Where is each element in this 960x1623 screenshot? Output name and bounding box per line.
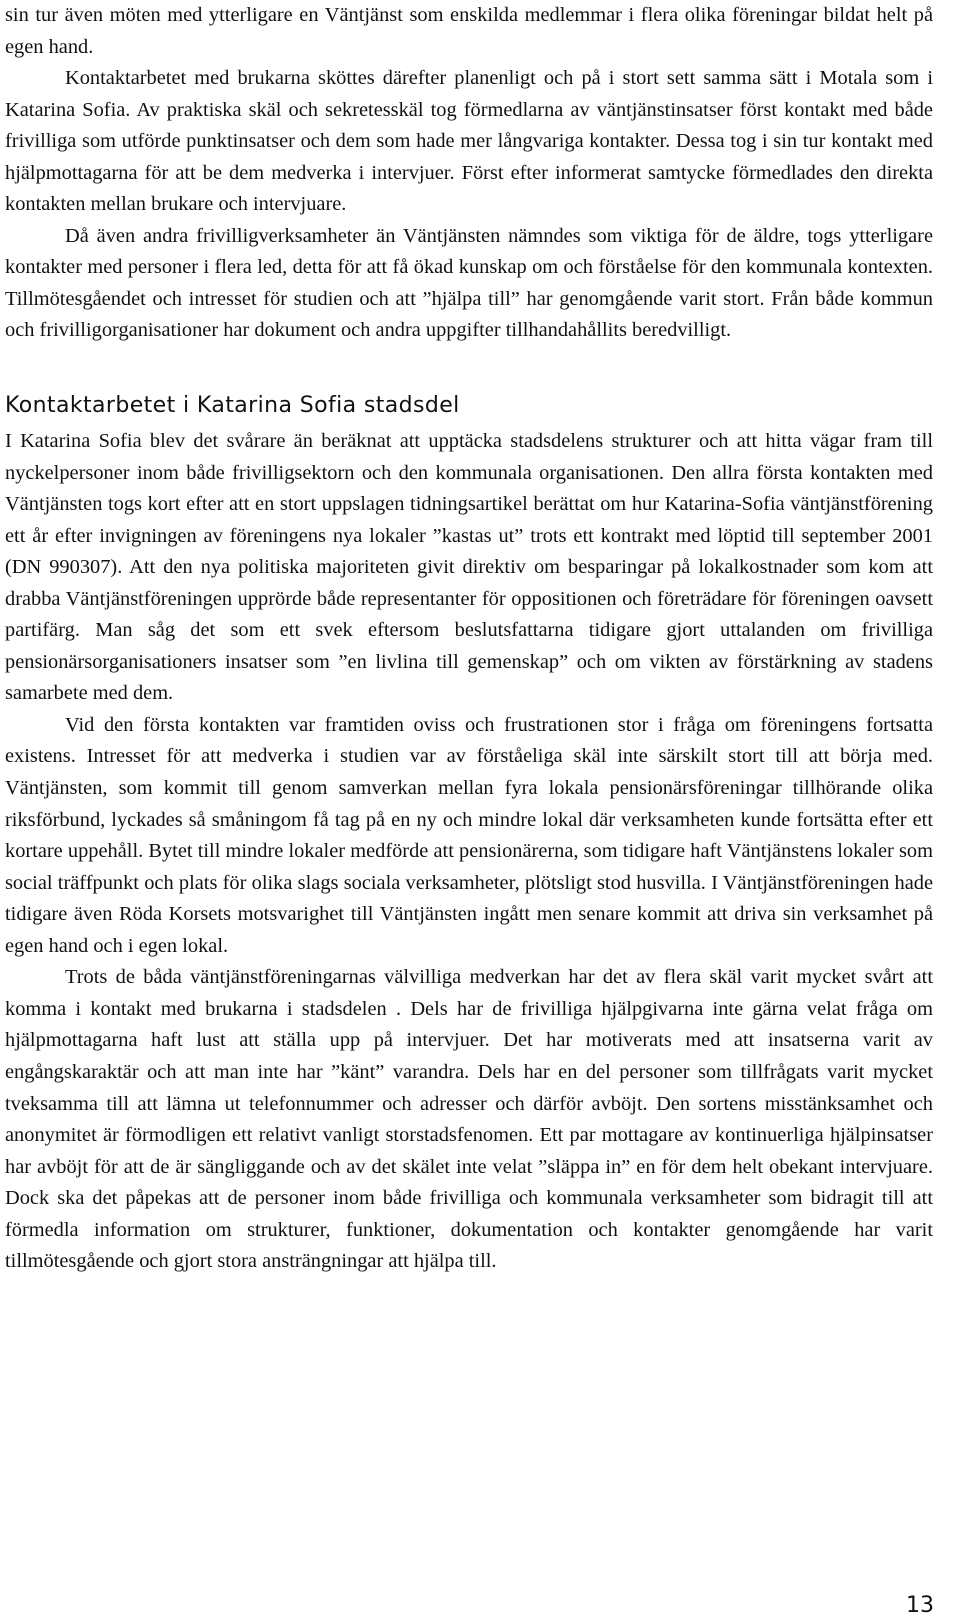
paragraph-intro-2: Kontaktarbetet med brukarna sköttes därefter planenligt och på i stort sett samma sätt i Motala som i Katarina Sofia. Av praktiska skäl och sekretesskäl tog förmedlarna av väntjänstinsatser först kontakt med både frivilliga som utförde punktinsatser och dem som hade mer långvariga kontakter. Dessa tog i sin tur kontakt med hjälpmottagarna för att be dem medverka i intervjuer. Först efter informerat samtycke förmedlades den direkta kontakten mellan brukare och intervjuare. [5, 67, 933, 216]
paragraph-intro-1: sin tur även möten med ytterligare en Väntjänst som enskilda medlemmar i flera olika föreningar bildat helt på egen hand. [5, 4, 933, 58]
section-heading: Kontaktarbetet i Katarina Sofia stadsdel [5, 393, 460, 419]
paragraph-section-3: Trots de båda väntjänstföreningarnas välvilliga medverkan har det av flera skäl varit mycket svårt att komma i kontakt med brukarna i stadsdelen . Dels har de frivilliga hjälpgivarna inte gärna velat fråga om hjälpmottagarna haft lust att ställa upp på intervjuer. Det har motiverats med att insatserna varit av engångskaraktär och att man inte har ”känt” varandra. Dels har en del personer som tillfrågats varit mycket tveksamma till att lämna ut telefonnummer och adresser och därför avböjt. Den sortens misstänksamhet och anonymitet är förmodligen ett relativt vanligt storstadsfenomen. Ett par mottagare av kontinuerliga hjälpinsatser har avböjt för att de är sängliggande och av det skälet inte velat ”släppa in” en för dem helt obekant intervjuare. Dock ska det påpekas att de personer inom både frivilliga och kommunala verksamheter som bidragit till att förmedla information om strukturer, funktioner, dokumentation och kontakter genomgående har varit tillmötesgående och gjort stora ansträngningar att hjälpa till. [5, 966, 933, 1273]
paragraph-section-1: I Katarina Sofia blev det svårare än beräknat att upptäcka stadsdelens strukturer och att hitta vägar fram till nyckelpersoner inom både frivilligsektorn och den kommunala organisationen. Den allra första kontakten med Väntjänsten togs kort efter att en stort uppslagen tidningsartikel berättat om hur Katarina-Sofia väntjänstförening ett år efter invigningen av föreningens nya lokaler ”kastas ut” trots ett kontrakt med löptid till september 2001 (DN 990307). Att den nya politiska majoriteten givit direktiv om besparingar på lokalkostnader som kom att drabba Väntjänstföreningen upprörde både representanter för oppositionen och företrädare för föreningen oavsett partifärg. Man såg det som ett svek eftersom beslutsfattarna tidigare gjort uttalanden om frivilliga pensionärsorganisationers insatser som ”en livlina till gemenskap” och om vikten av förstärkning av stadens samarbete med dem. [5, 430, 933, 705]
page-number: 13 [906, 1593, 934, 1618]
paragraph-section-2: Vid den första kontakten var framtiden oviss och frustrationen stor i fråga om föreningens fortsatta existens. Intresset för att medverka i studien var av förståeliga skäl inte särskilt stort till att börja med. Väntjänsten, som kommit till genom samverkan mellan fyra lokala pensionärsföreningar tillhörande olika riksförbund, lyckades så småningom få tag på en ny och mindre lokal där verksamheten kunde fortsätta efter ett kortare uppehåll. Bytet till mindre lokaler medförde att pensionärerna, som tidigare haft Väntjänstens lokaler som social träffpunkt och plats för olika slags sociala verksamheter, plötsligt stod husvilla. I Väntjänstföreningen hade tidigare även Röda Korsets motsvarighet till Väntjänsten ingått men senare kommit att driva sin verksamhet på egen hand och i egen lokal. [5, 713, 933, 957]
paragraph-intro-3: Då även andra frivilligverksamheter än Väntjänsten nämndes som viktiga för de äldre, togs ytterligare kontakter med personer i flera led, detta för att få ökad kunskap om och förståelse för den kommunala kontexten. Tillmötesgåendet och intresset för studien och att ”hjälpa till” har genomgående varit stort. Från både kommun och frivilligorganisationer har dokument och andra uppgifter tillhandahållits beredvilligt. [5, 224, 933, 342]
